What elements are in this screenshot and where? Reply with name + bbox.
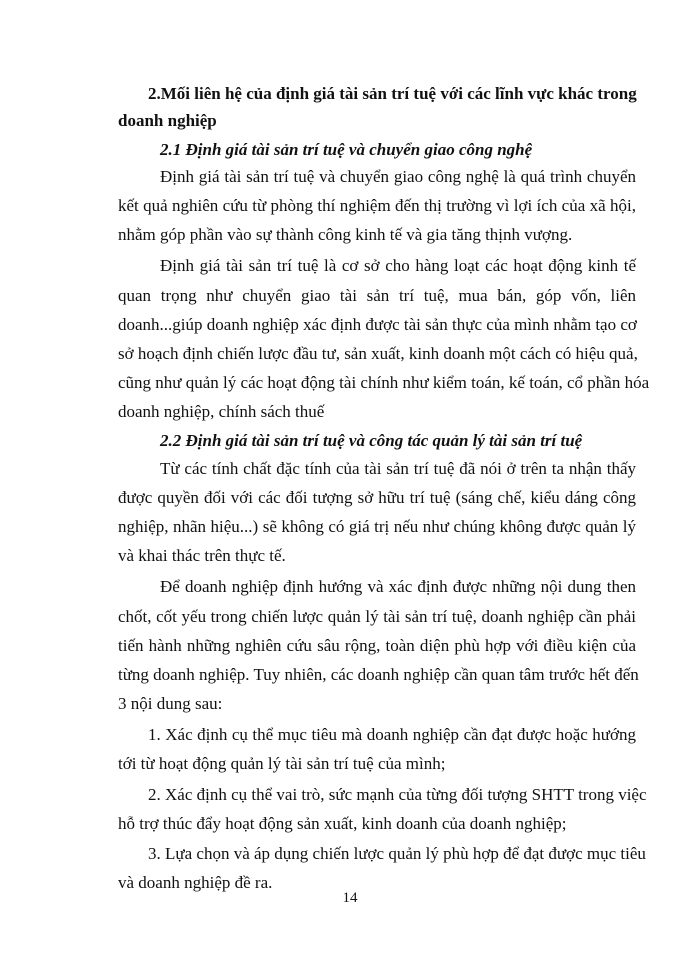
section-heading-line-2: doanh nghiệp — [118, 111, 217, 130]
section-heading-line-1: 2.Mối liên hệ của định giá tài sản trí tuệ với các lĩnh vực khác trong — [148, 84, 637, 103]
paragraph-line: 3 nội dung sau: — [118, 694, 223, 713]
paragraph-line: quan trọng như chuyển giao tài sản trí tuệ, mua bán, góp vốn, liên — [118, 286, 636, 305]
paragraph-line: sở hoạch định chiến lược đầu tư, sản xuất, kinh doanh một cách có hiệu quả, — [118, 344, 638, 363]
subsection-title-2-2: 2.2 Định giá tài sản trí tuệ và công tác quản lý tài sản trí tuệ — [160, 431, 583, 450]
list-item-2-line-2: hỗ trợ thúc đẩy hoạt động sản xuất, kinh doanh của doanh nghiệp; — [118, 814, 567, 833]
paragraph-line: doanh nghiệp, chính sách thuế — [118, 402, 325, 421]
list-item-2-line-1: 2. Xác định cụ thể vai trò, sức mạnh của từng đối tượng SHTT trong việc — [148, 785, 647, 804]
paragraph-line: kết quả nghiên cứu từ phòng thí nghiệm đến thị trường vì lợi ích của xã hội, — [118, 196, 636, 215]
paragraph-line: tiến hành những nghiên cứu sâu rộng, toàn diện phù hợp với điều kiện của — [118, 636, 636, 655]
subsection-title-2-1: 2.1 Định giá tài sản trí tuệ và chuyển giao công nghệ — [160, 140, 533, 159]
paragraph-line: nghiệp, nhãn hiệu...) sẽ không có giá trị nếu như chúng không được quản lý — [118, 517, 636, 536]
list-item-3-line-1: 3. Lựa chọn và áp dụng chiến lược quản lý phù hợp để đạt được mục tiêu — [148, 844, 646, 863]
paragraph-line: Định giá tài sản trí tuệ là cơ sở cho hàng loạt các hoạt động kinh tế — [160, 256, 636, 275]
paragraph-line: từng doanh nghiệp. Tuy nhiên, các doanh nghiệp cần quan tâm trước hết đến — [118, 665, 639, 684]
list-item-1-line-2: tới từ hoạt động quản lý tài sản trí tuệ của mình; — [118, 754, 446, 773]
page-number: 14 — [342, 890, 358, 906]
paragraph-line: Định giá tài sản trí tuệ và chuyển giao công nghệ là quá trình chuyển — [160, 167, 636, 186]
paragraph-line: nhằm góp phần vào sự thành công kinh tế và gia tăng thịnh vượng. — [118, 225, 573, 244]
paragraph-line: được quyền đối với các đối tượng sở hữu trí tuệ (sáng chế, kiểu dáng công — [118, 488, 636, 507]
paragraph-line: doanh...giúp doanh nghiệp xác định được tài sản thực của mình nhằm tạo cơ — [118, 315, 637, 334]
list-item-3-line-2: và doanh nghiệp đề ra. — [118, 873, 273, 892]
paragraph-line: Để doanh nghiệp định hướng và xác định được những nội dung then — [160, 577, 636, 596]
paragraph-line: và khai thác trên thực tế. — [118, 546, 286, 565]
paragraph-line: Từ các tính chất đặc tính của tài sản trí tuệ đã nói ở trên ta nhận thấy — [160, 459, 636, 478]
paragraph-line: cũng như quản lý các hoạt động tài chính như kiểm toán, kế toán, cổ phần hóa — [118, 373, 650, 392]
list-item-1-line-1: 1. Xác định cụ thể mục tiêu mà doanh nghiệp cần đạt được hoặc hướng — [148, 725, 636, 744]
paragraph-line: chốt, cốt yếu trong chiến lược quản lý tài sản trí tuệ, doanh nghiệp cần phải — [118, 607, 636, 626]
